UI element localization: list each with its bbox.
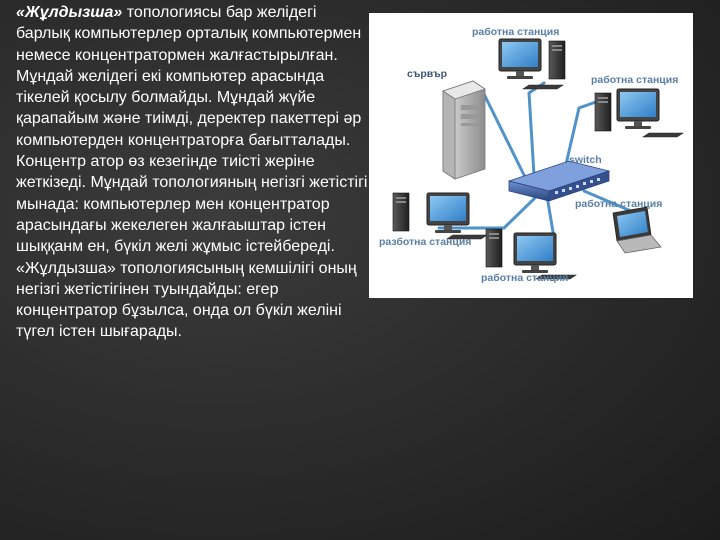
monitor-icon: [514, 233, 556, 273]
keyboard-icon: [643, 133, 683, 137]
keyboard-icon: [523, 85, 563, 89]
computer-tower-icon: [595, 93, 611, 131]
label-workstation-laptop: работна станция: [575, 198, 663, 210]
monitor-icon: [617, 89, 659, 129]
computer-tower-icon: [549, 41, 565, 79]
server-tower-icon: [443, 81, 485, 179]
star-topology-diagram: [369, 13, 693, 298]
label-workstation-left: разботна станция: [379, 236, 472, 248]
computer-tower-icon: [393, 193, 409, 231]
label-workstation-right: работна станция: [591, 74, 679, 86]
topology-term: «Жұлдызша»: [16, 4, 123, 21]
label-server: сървър: [407, 68, 448, 80]
description-paragraph: [16, 2, 368, 343]
workstation-left: [393, 193, 487, 239]
description-body: топологиясы бар желідегі барлық компьютерлер орталық компьютермен немесе концентратормен жалғастырылған. Мұндай желідегі екі компьютер арасында тікелей қосылу болмайды. Мұндай жүйе қарапайым және тиімді, деректер пакеттері әр компьютерден концентраторға бағытталады. Концентр атор өз кезегінде тиісті жеріне жеткізеді. Мұндай топологияның негізгі жетістігі мынада: компьютерлер мен концентратор арасындағы жекелеген жалғаыштар істен шыққанм ен, бүкіл желі жұмыс істейбереді. «Жұлдызша» топологиясының кемшілігі оның негізгі жетістігінен туындайды: егер концентратор бұзылса, онда ол бүкіл желіні түгел істен шығарады.: [16, 4, 368, 341]
laptop-icon: [613, 207, 661, 253]
label-workstation-top: работна станция: [472, 26, 560, 38]
label-switch: switch: [569, 154, 602, 166]
description-text: [16, 2, 368, 343]
label-workstation-bottom: работна станция: [481, 272, 569, 284]
workstation-right: [595, 89, 683, 137]
monitor-icon: [499, 39, 541, 79]
workstation-top: [499, 39, 565, 89]
computer-tower-icon: [486, 229, 502, 267]
